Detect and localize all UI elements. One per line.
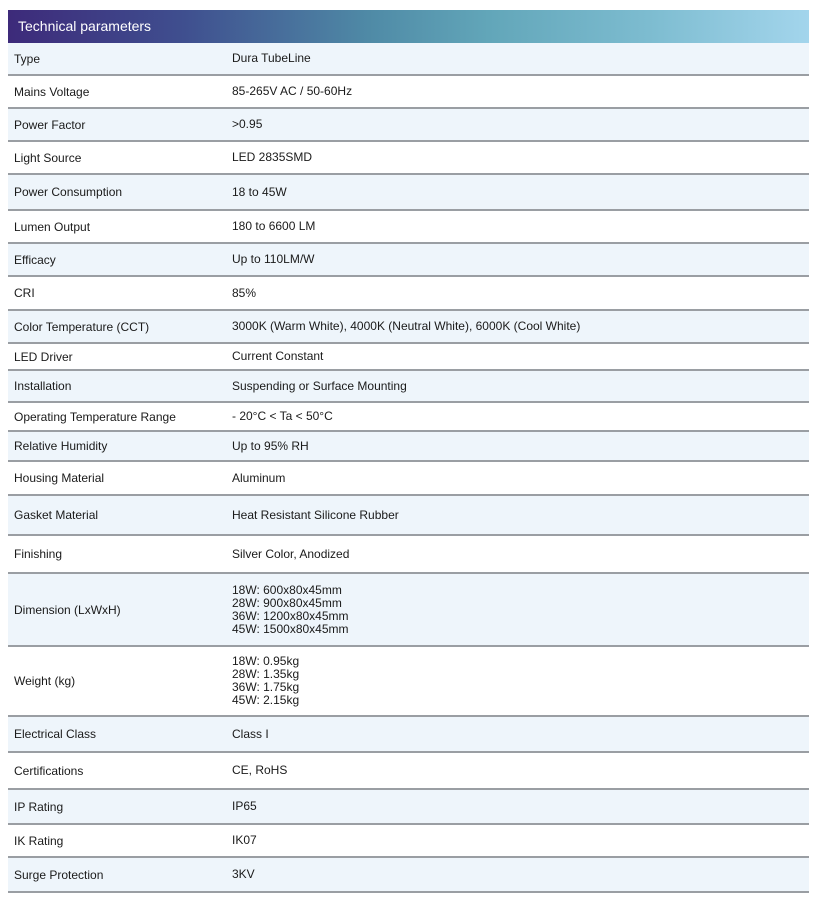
- table-row: [8, 344, 809, 371]
- table-row: [8, 717, 809, 753]
- table-row: [8, 371, 809, 403]
- row-label: Type: [14, 51, 41, 66]
- row-label: Installation: [14, 379, 72, 393]
- table-row: [8, 311, 809, 344]
- table-row: [8, 109, 809, 142]
- table-row: [8, 753, 809, 790]
- row-label: Weight (kg): [14, 674, 76, 688]
- row-value: 3000K (Warm White), 4000K (Neutral White), 6000K (Cool White): [232, 319, 581, 333]
- row-value: Heat Resistant Silicone Rubber: [232, 507, 399, 522]
- table-row: [8, 403, 809, 432]
- row-value-line: 45W: 1500x80x45mm: [232, 621, 349, 636]
- row-value: Up to 110LM/W: [232, 252, 315, 266]
- table-row: [8, 536, 809, 574]
- table-row: [8, 858, 809, 893]
- row-label: LED Driver: [14, 349, 73, 364]
- row-value: Silver Color, Anodized: [232, 546, 350, 561]
- row-value: LED 2835SMD: [232, 150, 313, 164]
- row-label: Finishing: [14, 547, 63, 561]
- row-value: - 20°C < Ta < 50°C: [232, 409, 333, 423]
- row-value: Aluminum: [232, 470, 286, 485]
- row-label: Power Factor: [14, 117, 86, 132]
- row-value: CE, RoHS: [232, 763, 288, 777]
- table-header: Technical parameters: [8, 10, 809, 43]
- row-value-line: 18W: 600x80x45mm: [232, 582, 342, 597]
- row-label: Surge Protection: [14, 867, 104, 882]
- row-value-line: 28W: 900x80x45mm: [232, 595, 342, 610]
- row-value-line: 36W: 1200x80x45mm: [232, 608, 349, 623]
- row-label: Efficacy: [14, 252, 56, 267]
- table-row: [8, 211, 809, 244]
- row-value: Up to 95% RH: [232, 438, 309, 453]
- row-label: Relative Humidity: [14, 439, 108, 453]
- row-label: Housing Material: [14, 471, 105, 485]
- row-value: 18 to 45W: [232, 184, 287, 199]
- table-row: [8, 790, 809, 825]
- table-row: [8, 76, 809, 109]
- row-label: Certifications: [14, 763, 84, 778]
- table-row: [8, 647, 809, 717]
- row-label: Gasket Material: [14, 508, 99, 522]
- row-value: IP65: [232, 799, 257, 813]
- row-value: Class I: [232, 726, 269, 741]
- row-label: Electrical Class: [14, 727, 97, 741]
- row-value: [225, 655, 299, 707]
- row-label: Mains Voltage: [14, 84, 90, 99]
- row-value: 85%: [232, 285, 257, 300]
- row-value: IK07: [232, 833, 257, 847]
- table-row: [8, 574, 809, 647]
- table-row: [8, 496, 809, 536]
- table-row: [8, 825, 809, 858]
- row-label: CRI: [14, 286, 35, 300]
- row-label: IK Rating: [14, 833, 64, 848]
- table-row: [8, 432, 809, 462]
- table-row: [8, 142, 809, 175]
- row-value: Dura TubeLine: [232, 51, 311, 65]
- table-row: [8, 277, 809, 311]
- row-label: IP Rating: [14, 799, 64, 814]
- row-value: Suspending or Surface Mounting: [232, 378, 407, 393]
- row-label: Color Temperature (CCT): [14, 319, 150, 334]
- row-value: 85-265V AC / 50-60Hz: [232, 84, 353, 98]
- row-label: Lumen Output: [14, 219, 91, 234]
- row-value: Current Constant: [232, 349, 324, 363]
- table-row: [8, 462, 809, 496]
- row-value: [225, 584, 349, 636]
- table-row: [8, 244, 809, 277]
- row-value: 3KV: [232, 867, 255, 881]
- row-label: Operating Temperature Range: [14, 409, 176, 424]
- row-value-line: 18W: 0.95kg: [232, 654, 300, 668]
- row-value: 180 to 6600 LM: [232, 219, 316, 233]
- table-row: [8, 43, 809, 76]
- row-label: Light Source: [14, 150, 82, 165]
- technical-parameters-table: [8, 10, 809, 893]
- row-label: Power Consumption: [14, 185, 123, 199]
- row-value-line: 45W: 2.15kg: [232, 693, 300, 707]
- table-row: [8, 175, 809, 211]
- row-value-line: 36W: 1.75kg: [232, 680, 300, 694]
- row-value: >0.95: [232, 117, 263, 131]
- table-body: [8, 43, 809, 893]
- row-label: Dimension (LxWxH): [14, 602, 121, 617]
- row-value-line: 28W: 1.35kg: [232, 667, 300, 681]
